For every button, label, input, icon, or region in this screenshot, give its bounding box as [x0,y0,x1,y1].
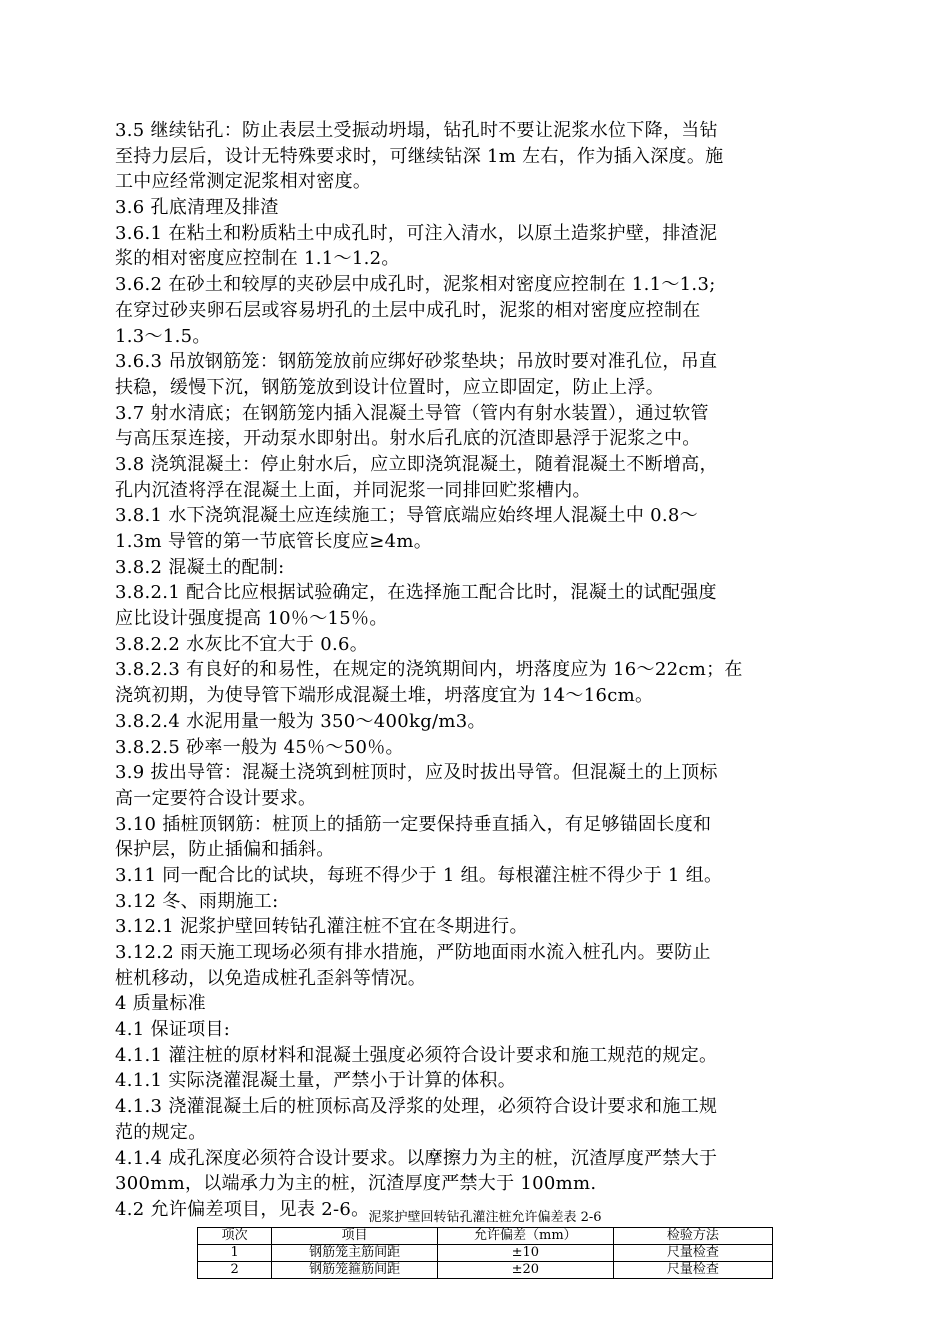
table-header-row [198,1228,773,1245]
text-line: 3.7 射水清底；在钢筋笼内插入混凝土导管（管内有射水装置），通过软管 [115,402,709,424]
text-line: 在穿过砂夹卵石层或容易坍孔的土层中成孔时，泥浆的相对密度应控制在 [115,299,701,321]
text-line: 3.8 浇筑混凝土：停止射水后，应立即浇筑混凝土，随着混凝土不断增高， [115,453,718,475]
body-text [115,118,855,1223]
text-line: 3.8.2.2 水灰比不宜大于 0.6。 [115,633,369,655]
cell-item: 钢筋笼主筋间距 [272,1245,438,1262]
text-line: 3.9 拔出导管：混凝土浇筑到桩顶时，应及时拔出导管。但混凝土的上顶标 [115,762,718,784]
text-line: 3.6.3 吊放钢筋笼：钢筋笼放前应绑好砂浆垫块；吊放时要对准孔位，吊直 [115,351,718,373]
text-line: 范的规定。 [115,1121,207,1143]
text-line: 浆的相对密度应控制在 1.1～1.2。 [115,248,400,270]
text-line: 3.12.1 泥浆护壁回转钻孔灌注桩不宜在冬期进行。 [115,916,528,938]
cell-tolerance: ±10 [437,1245,613,1262]
text-line: 孔内沉渣将浮在混凝土上面，并同泥浆一同排回贮浆槽内。 [115,479,591,501]
header-item-no: 项次 [198,1228,272,1245]
header-item: 项目 [272,1228,438,1245]
text-line: 浇筑初期，为使导管下端形成混凝土堆，坍落度宜为 14～16cm。 [115,685,654,707]
text-line: 4.1 保证项目: [115,1019,231,1041]
text-line: 3.8.2.4 水泥用量一般为 350～400kg/m3。 [115,710,486,732]
text-line: 扶稳，缓慢下沉，钢筋笼放到设计位置时，应立即固定，防止上浮。 [115,376,664,398]
text-line: 应比设计强度提高 10％～15％。 [115,608,388,630]
text-line: 3.8.2.5 砂率一般为 45％～50％。 [115,736,404,758]
text-line: 4.1.3 浇灌混凝土后的桩顶标高及浮浆的处理，必须符合设计要求和施工规 [115,1096,718,1118]
text-line: 3.6.2 在砂土和较厚的夹砂层中成孔时，泥浆相对密度应控制在 1.1～1.3; [115,274,716,296]
text-line: 至持力层后，设计无特殊要求时，可继续钻深 1m 左右，作为插入深度。施 [115,145,724,167]
text-line: 3.8.2 混凝土的配制: [115,556,285,578]
text-line: 3.6 孔底清理及排渣 [115,197,279,219]
table-row [198,1245,773,1262]
text-line: 3.5 继续钻孔：防止表层土受振动坍塌，钻孔时不要让泥浆水位下降，当钻 [115,120,718,141]
text-line: 4.1.4 成孔深度必须符合设计要求。以摩擦力为主的桩，沉渣厚度严禁大于 [115,1147,718,1169]
text-line: 4.1.1 实际浇灌混凝土量，严禁小于计算的体积。 [115,1070,517,1092]
cell-item: 钢筋笼箍筋间距 [272,1262,438,1279]
text-line: 1.3m 导管的第一节底管长度应≥4m。 [115,531,433,552]
cell-tolerance: ±20 [437,1262,613,1279]
text-line: 3.8.2.1 配合比应根据试验确定，在选择施工配合比时，混凝土的试配强度 [115,582,717,604]
text-line: 3.10 插桩顶钢筋：桩顶上的插筋一定要保持垂直插入，有足够锚固长度和 [115,813,712,835]
text-line: 4.2 允许偏差项目，见表 2-6。 [115,1198,370,1220]
text-line: 4 质量标准 [115,993,206,1015]
cell-method: 尺量检查 [613,1245,772,1262]
header-method: 检验方法 [613,1228,772,1245]
text-line: 3.11 同一配合比的试块，每班不得少于 1 组。每根灌注桩不得少于 1 组。 [115,864,723,886]
cell-item-no: 1 [198,1245,272,1262]
cell-item-no: 2 [198,1262,272,1279]
tolerance-table [197,1227,773,1279]
text-line: 工中应经常测定泥浆相对密度。 [115,171,372,193]
text-line: 3.6.1 在粘土和粉质粘土中成孔时，可注入清水，以原土造浆护壁，排渣泥 [115,222,718,244]
header-tolerance: 允许偏差（mm） [437,1228,613,1245]
text-line: 3.8.2.3 有良好的和易性，在规定的浇筑期间内，坍落度应为 16～22cm；在 [115,659,743,681]
table-caption: 泥浆护壁回转钻孔灌注桩允许偏差表 2-6 [368,1210,602,1225]
text-line: 300mm，以端承力为主的桩，沉渣厚度严禁大于 100mm. [115,1173,597,1195]
table-row [198,1262,773,1279]
text-line: 保护层，防止插偏和插斜。 [115,839,335,861]
text-line: 3.12 冬、雨期施工: [115,890,279,912]
cell-method: 尺量检查 [613,1262,772,1279]
text-line: 4.1.1 灌注桩的原材料和混凝土强度必须符合设计要求和施工规范的规定。 [115,1044,718,1066]
text-line: 3.12.2 雨天施工现场必须有排水措施，严防地面雨水流入桩孔内。要防止 [115,942,711,963]
text-line: 高一定要符合设计要求。 [115,787,317,809]
text-line: 桩机移动，以免造成桩孔歪斜等情况。 [115,967,427,989]
text-line: 1.3～1.5。 [115,325,211,347]
text-line: 3.8.1 水下浇筑混凝土应连续施工；导管底端应始终埋人混凝土中 0.8～ [115,505,698,527]
text-line: 与高压泵连接，开动泵水即射出。射水后孔底的沉渣即悬浮于泥浆之中。 [115,428,701,450]
